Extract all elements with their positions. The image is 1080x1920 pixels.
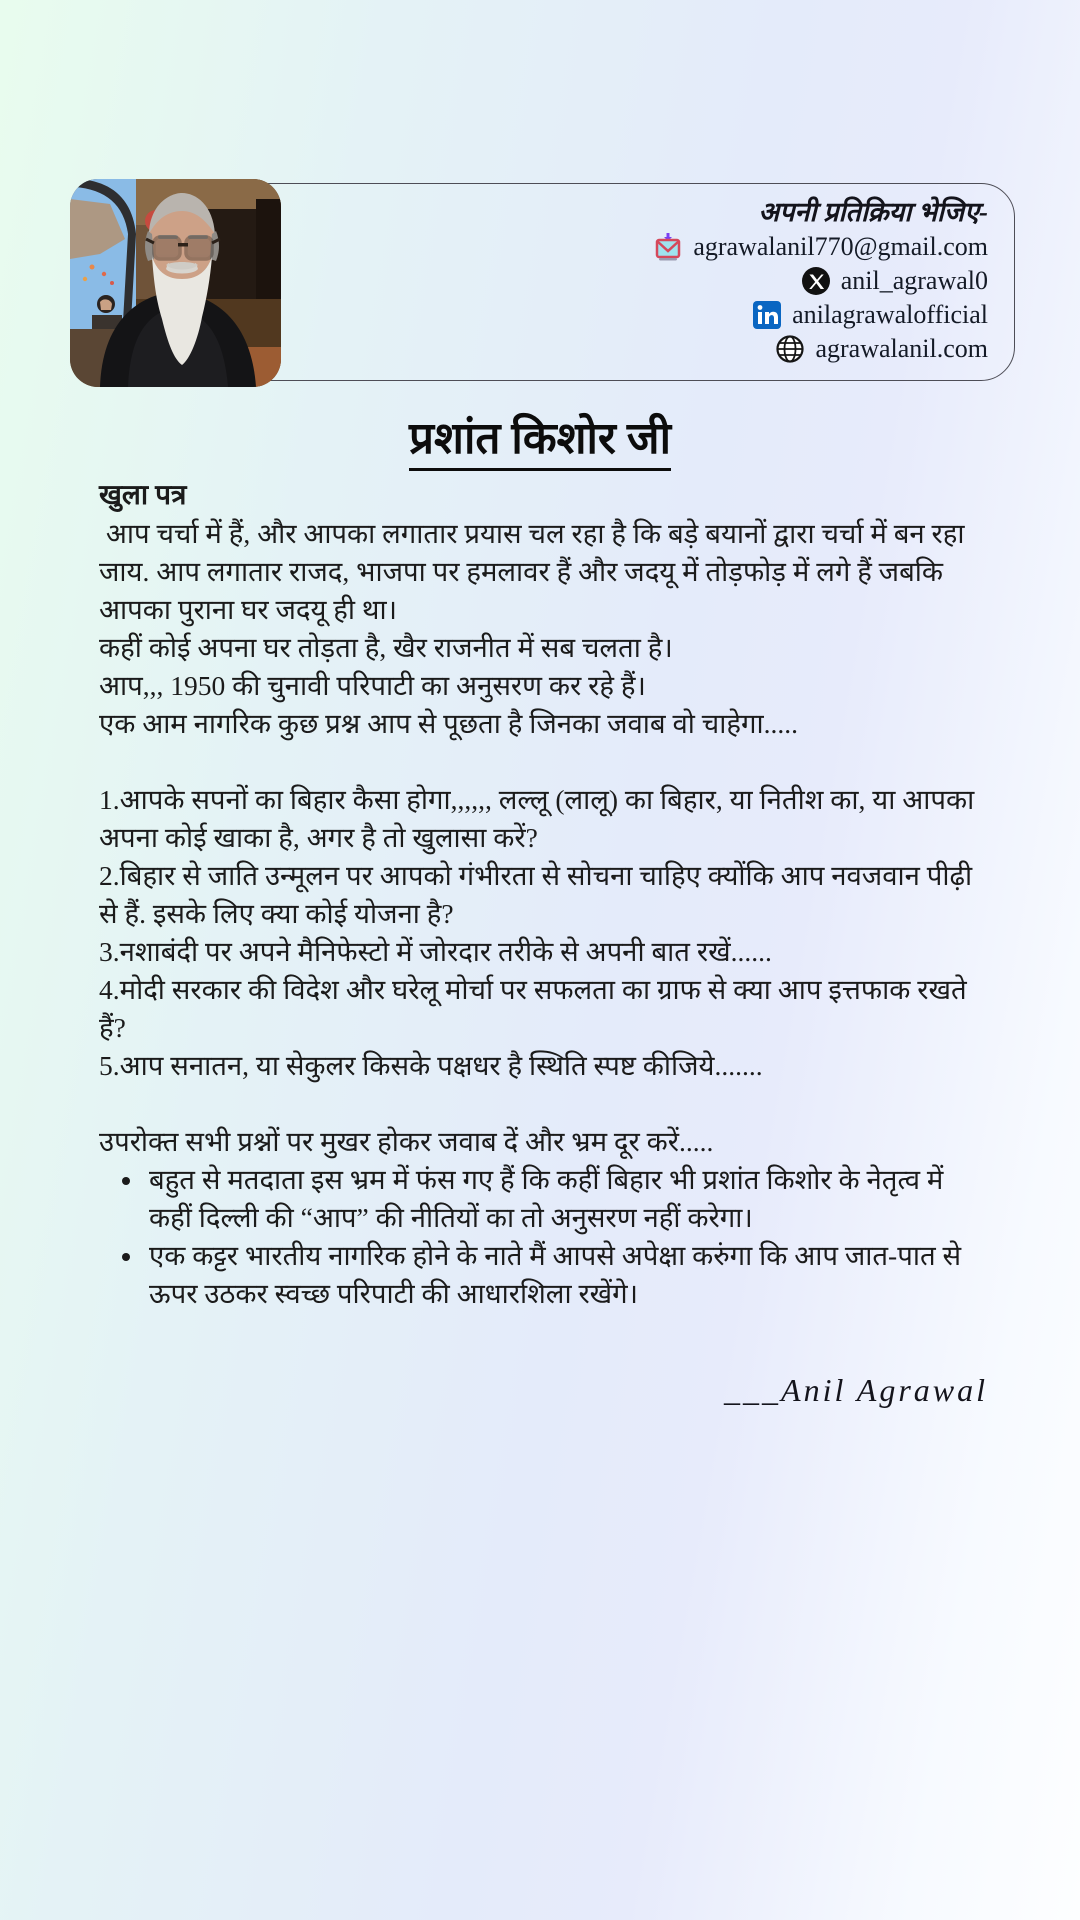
contact-x-row[interactable] [801, 265, 988, 296]
author-photo [70, 179, 281, 387]
question-item: 5.आप सनातन, या सेकुलर किसके पक्षधर है स्थिति स्पष्ट कीजिये....... [99, 1050, 763, 1081]
signature: ___Anil Agrawal [724, 1372, 988, 1408]
globe-icon [775, 334, 805, 364]
letter-body [99, 477, 981, 1313]
linkedin-icon [752, 300, 782, 330]
closing-line: उपरोक्त सभी प्रश्नों पर मुखर होकर जवाब दें और भ्रम दूर करें..... [99, 1126, 714, 1157]
page-title: प्रशांत किशोर जी [409, 413, 671, 471]
website-text: agrawalanil.com [815, 334, 988, 363]
x-handle-text: anil_agrawal0 [840, 266, 988, 295]
x-icon [801, 266, 831, 296]
question-item: 1.आपके सपनों का बिहार कैसा होगा,,,,,, लल्लू (लालू) का बिहार, या नितीश का, या आपका अपना कोई खाका है, अगर है तो खुलासा करें? [99, 784, 982, 853]
author-photo-illustration [70, 179, 281, 387]
bullet-list [99, 1161, 981, 1313]
question-item: 4.मोदी सरकार की विदेश और घरेलू मोर्चा पर सफलता का ग्राफ से क्या आप इत्तफाक रखते हैं? [99, 974, 974, 1043]
email-text: agrawalanil770@gmail.com [693, 232, 988, 261]
contact-block [653, 196, 988, 364]
contact-website-row[interactable] [775, 333, 988, 364]
bullet-item: • एक कट्टर भारतीय नागरिक होने के नाते मैं आपसे अपेक्षा करुंगा कि आप जात-पात से ऊपर उठकर स्वच्छ परिपाटी की आधारशिला रखेंगे। [145, 1237, 981, 1313]
intro-paragraph: आप,,, 1950 की चुनावी परिपाटी का अनुसरण कर रहे हैं। [99, 670, 646, 701]
linkedin-text: anilagrawalofficial [792, 300, 988, 329]
question-item: 2.बिहार से जाति उन्मूलन पर आपको गंभीरता से सोचना चाहिए क्योंकि आप नवजवान पीढ़ी से हैं. इसके लिए क्या कोई योजना है? [99, 860, 979, 929]
question-item: 3.नशाबंदी पर अपने मैनिफेस्टो में जोरदार तरीके से अपनी बात रखें...... [99, 936, 772, 967]
title-wrap [0, 413, 1080, 471]
intro-paragraph: आप चर्चा में हैं, और आपका लगातार प्रयास चल रहा है कि बड़े बयानों द्वारा चर्चा में बन रहा जाय. आप लगातार राजद, भाजपा पर हमलावर हैं और जदयू में तोड़फोड़ में लगे हैं जबकि आपका पुराना घर जदयू ही था। [99, 518, 972, 625]
intro-paragraph: एक आम नागरिक कुछ प्रश्न आप से पूछता है जिनका जवाब वो चाहेगा..... [99, 708, 798, 739]
contact-email-row[interactable] [653, 231, 988, 262]
letter-heading: खुला पत्र [99, 480, 187, 511]
feedback-label: अपनी प्रतिक्रिया भेजिए- [758, 197, 988, 227]
spacer [99, 743, 981, 781]
intro-paragraph: कहीं कोई अपना घर तोड़ता है, खैर राजनीत में सब चलता है। [99, 632, 673, 663]
header-card [75, 183, 1015, 381]
gmail-icon [653, 232, 683, 262]
bullet-item: • बहुत से मतदाता इस भ्रम में फंस गए हैं कि कहीं बिहार भी प्रशांत किशोर के नेतृत्व में कहीं दिल्ली की “आप” की नीतियों का तो अनुसरण नहीं करेगा। [145, 1161, 981, 1237]
spacer [99, 1085, 981, 1123]
contact-linkedin-row[interactable] [752, 299, 988, 330]
